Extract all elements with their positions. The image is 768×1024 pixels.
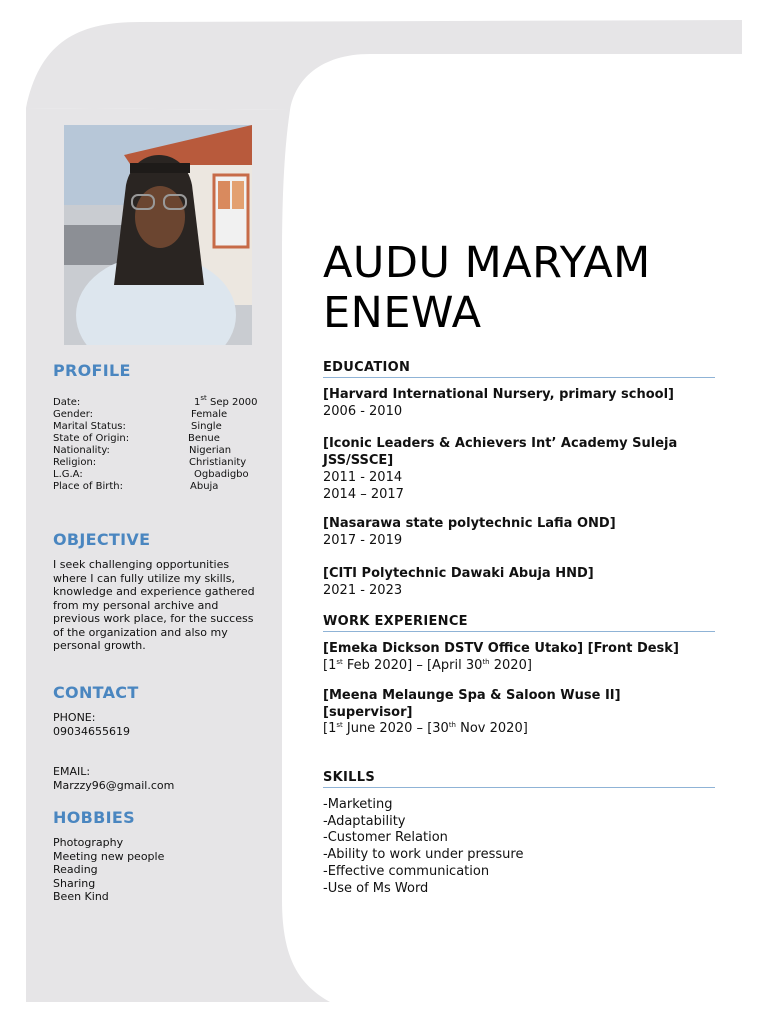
work-heading: WORK EXPERIENCE: [323, 614, 715, 632]
profile-label: Place of Birth:: [53, 481, 123, 492]
profile-value: 1st Sep 2000: [194, 394, 258, 408]
skill-item: -Use of Ms Word: [323, 880, 429, 896]
profile-label: State of Origin:: [53, 433, 130, 444]
education-heading: EDUCATION: [323, 360, 715, 378]
work-entry-dates: [1st June 2020 – [30th Nov 2020]: [323, 721, 528, 736]
profile-row: [53, 469, 263, 481]
education-entry-title: [Iconic Leaders & Achievers Int’ Academy Suleja JSS/SSCE]: [323, 436, 678, 468]
contact-heading: CONTACT: [53, 683, 139, 702]
profile-row: [53, 457, 263, 469]
profile-value: Abuja: [190, 481, 219, 492]
education-entry-years: 2017 - 2019: [323, 533, 403, 548]
objective-line: previous work place, for the success: [53, 612, 254, 625]
hobby-item: Reading: [53, 863, 98, 876]
phone-label: PHONE:: [53, 711, 96, 724]
name-line: AUDU MARYAM: [323, 238, 651, 288]
profile-value: Single: [191, 421, 222, 432]
phone-block: [53, 711, 268, 738]
objective-line: knowledge and experience gathered: [53, 585, 255, 598]
profile-label: Marital Status:: [53, 421, 126, 432]
profile-row: [53, 445, 263, 457]
phone-value: 09034655619: [53, 724, 130, 738]
profile-value: Ogbadigbo: [194, 469, 249, 480]
profile-row: [53, 421, 263, 433]
profile-label: Nationality:: [53, 445, 110, 456]
portrait-photo-icon: [64, 125, 252, 345]
profile-row: [53, 433, 263, 445]
objective-heading: OBJECTIVE: [53, 530, 151, 549]
hobbies-list: [53, 836, 268, 904]
objective-text: [53, 558, 268, 653]
skill-item: -Effective communication: [323, 863, 490, 879]
name-line: ENEWA: [323, 288, 482, 338]
education-entry-title: [CITI Polytechnic Dawaki Abuja HND]: [323, 566, 594, 581]
objective-line: of the organization and also my: [53, 625, 228, 639]
skills-list: [323, 797, 523, 897]
hobby-item: Photography: [53, 836, 124, 849]
hobbies-heading: HOBBIES: [53, 808, 135, 827]
objective-line: personal growth.: [53, 639, 146, 652]
skill-item: -Marketing: [323, 797, 393, 812]
skill-item: -Adaptability: [323, 813, 406, 829]
education-entry-years: 2011 - 2014: [323, 470, 403, 485]
profile-row: [53, 409, 263, 421]
hobby-item: Sharing: [53, 876, 96, 890]
work-entry-title: [Meena Melaunge Spa & Saloon Wuse II] [supervisor]: [323, 688, 621, 720]
profile-label: Gender:: [53, 409, 94, 420]
education-entry-title: [Nasarawa state polytechnic Lafia OND]: [323, 516, 616, 531]
skill-item: -Ability to work under pressure: [323, 847, 524, 863]
education-entry-years: 2006 - 2010: [323, 404, 403, 419]
profile-heading: PROFILE: [53, 361, 131, 380]
work-entry-title: [Emeka Dickson DSTV Office Utako] [Front Desk]: [323, 641, 679, 656]
email-value: Marzzy96@gmail.com: [53, 778, 175, 792]
profile-label: L.G.A:: [53, 469, 83, 480]
education-entry-years: 2021 - 2023: [323, 583, 403, 598]
person-name: [323, 238, 651, 338]
hobby-item: Been Kind: [53, 890, 109, 903]
objective-line: where I can fully utilize my skills,: [53, 571, 235, 585]
profile-row: [53, 394, 263, 409]
profile-label: Date:: [53, 397, 81, 408]
profile-label: Religion:: [53, 457, 97, 468]
email-label: EMAIL:: [53, 765, 91, 778]
email-block: [53, 765, 268, 792]
profile-value: Nigerian: [189, 445, 232, 456]
education-entry-years: 2014 – 2017: [323, 487, 404, 502]
skill-item: -Customer Relation: [323, 830, 448, 846]
profile-value: Female: [191, 409, 228, 420]
work-entry-dates: [1st Feb 2020] – [April 30th 2020]: [323, 658, 532, 673]
profile-row: [53, 481, 263, 493]
profile-value: Benue: [188, 433, 220, 444]
education-entry-title: [Harvard International Nursery, primary school]: [323, 387, 674, 402]
hobby-item: Meeting new people: [53, 849, 165, 863]
profile-photo: [64, 125, 252, 345]
objective-line: from my personal archive and: [53, 598, 219, 612]
objective-line: I seek challenging opportunities: [53, 558, 230, 571]
profile-value: Christianity: [189, 457, 247, 468]
skills-heading: SKILLS: [323, 770, 715, 788]
